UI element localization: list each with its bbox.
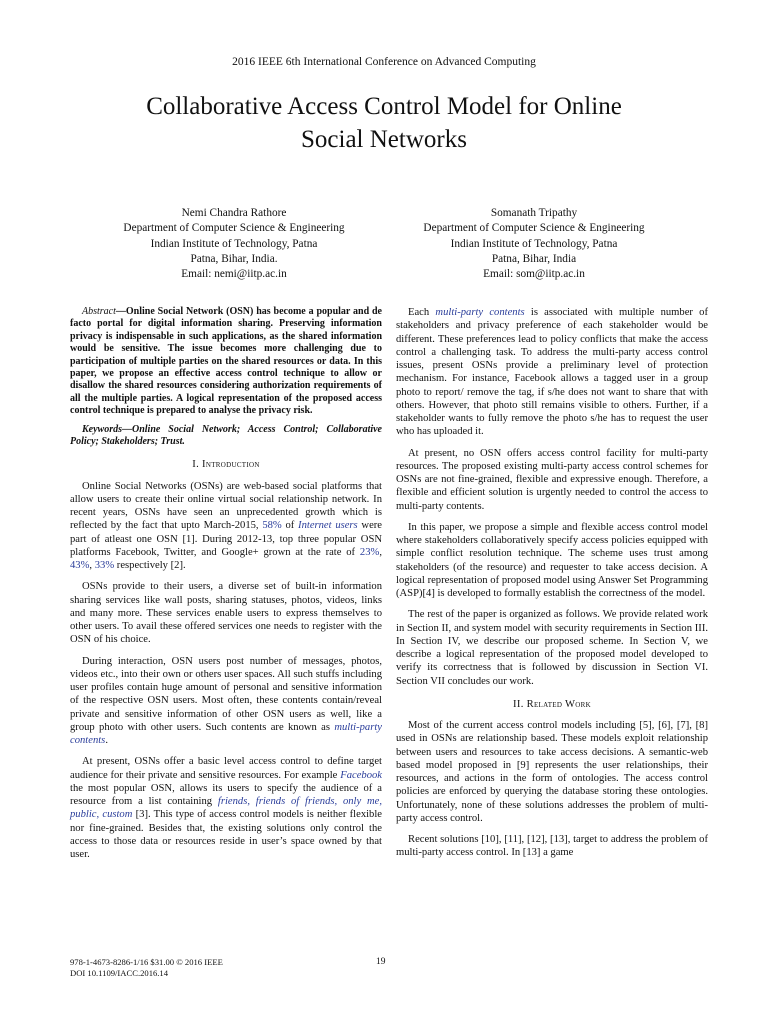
keywords: Keywords—Online Social Network; Access Control; Collaborative Policy; Stakeholders; Trust.: [70, 423, 382, 448]
title-line-2: Social Networks: [301, 126, 467, 153]
intro-paragraph-3: During interaction, OSN users post number of messages, photos, videos etc., into their own or others user spaces. All such stuffs including user profiles contain huge amount of personal and sensitive information of the respective OSN users. Most often, these contents contain/reveal private and sensitive information of other OSN users as well, like a group photo with other users. Such contents are known as multi-party contents.: [70, 655, 382, 747]
footer-isbn: 978-1-4673-8286-1/16 $31.00 © 2016 IEEE: [70, 957, 223, 967]
abstract-label: Abstract: [82, 306, 116, 317]
author-dept: Department of Computer Science & Engineering: [423, 222, 645, 235]
footer-copyright: [70, 957, 223, 979]
right-paragraph-4: The rest of the paper is organized as follows. We provide related work in Section II, and system model with security requirements in Section III. In Section IV, we describe our proposed scheme. In Section V, we describe a logical representation of the proposed model developed to verify its correctness that is followed by discussion in Section VI. Section VII concludes our work.: [396, 609, 708, 687]
right-paragraph-3: In this paper, we propose a simple and flexible access control model where stakeholders collaboratively specify access policies equipped with simple conflict resolution technique. The scheme uses trust among stakeholders (of the resource) and requester to take access decision. A logical representation of proposed model using Answer Set Programming (ASP)[4] is developed to formally establish the correctness of the model.: [396, 521, 708, 599]
author-institute: Indian Institute of Technology, Patna: [450, 237, 618, 250]
author-block-1: [84, 206, 384, 282]
left-column: [70, 306, 382, 869]
author-location: Patna, Bihar, India: [491, 252, 577, 265]
author-block-2: [384, 206, 684, 282]
abstract-text: —Online Social Network (OSN) has become a popular and de facto portal for digital information sharing. Preserving information privacy is indispensable in such applications, as the shared information would be sensitive. The issue becomes more challenging due to participation of multiple parties on the shared resources or data. In this paper, we propose an effective access control technique to allow or disallow the shared resources considering authorization requirements of all the multiple parties. A logical representation of the proposed access control technique is prepared to analyse the privacy risk.: [70, 306, 382, 417]
intro-paragraph-1: Online Social Networks (OSNs) are web-based social platforms that allow users to create their online virtual social relationship network. In recent years, OSNs have seen an unprecedented growth which is reflected by the fact that upto March-2015, 58% of Internet users were part of atleast one OSN [1]. During 2012-13, top three popular OSN platforms Facebook, Twitter, and Google+ grown at the rate of 23%, 43%, 33% respectively [2].: [70, 480, 383, 572]
author-email[interactable]: Email: nemi@iitp.ac.in: [181, 268, 287, 281]
intro-paragraph-2: OSNs provide to their users, a diverse set of built-in information sharing services like wall posts, sharing statuses, photos, videos, links and many more. These services enable users to express themselves to other users. To avail these offered services one needs to register with the OSN of his choice.: [70, 581, 382, 646]
author-location: Patna, Bihar, India.: [190, 252, 278, 265]
right-paragraph-1: Each multi-party contents is associated with multiple number of stakeholders and privacy preference of each stakeholder would be different. These preferences lead to policy conflicts that make the access control a challenging task. To address the multi-party access control issues, present OSNs provide a preliminary level of protection mechanism. For instance, Facebook allows a tagged user in a group photo to report/ remove the tag, if s/he does not want to share that with others. However, that photo still remains visible to others. Further, if a stakeholder wants to fully remove the photo s/he has to request the user who has uploaded it.: [396, 307, 708, 438]
related-paragraph-1: Most of the current access control models including [5], [6], [7], [8] used in OSNs are relationship based. These models exploit relationship between users and resources to take access decisions. A semantic-web based model proposed in [9] represents the user relationships, their resources, and actions in the form of ontologies. The access control policies are enforced by querying the database storing these ontologies. Unfortunately, none of these solutions addresses the problem of multi-party access control.: [396, 720, 708, 824]
page-number: 19: [376, 957, 386, 967]
intro-paragraph-4: At present, OSNs offer a basic level access control to define target audience for their private and sensitive resources. For example Facebook the most popular OSN, allows its users to specify the audience of a resource from a list containing friends, friends of friends, only me, public, custom [3]. This type of access control models is neither flexible nor fine-grained. Besides that, the existing solutions only control the access to those data or resources reside in user’s space owned by that user.: [70, 756, 383, 861]
section-heading-introduction: I. Introduction: [192, 459, 260, 471]
right-paragraph-2: At present, no OSN offers access control facility for multi-party resources. The proposed existing multi-party access control schemes for OSNs are not fine-grained, flexible and expressive enough. Therefore, a flexible and efficient solution is urgently needed to control the access to multi-party contents.: [396, 447, 708, 512]
related-paragraph-2: Recent solutions [10], [11], [12], [13], target to address the problem of multi-party access control. In [13] a game: [396, 834, 708, 859]
author-institute: Indian Institute of Technology, Patna: [150, 237, 318, 250]
title-line-1: Collaborative Access Control Model for Online: [146, 93, 622, 120]
author-email[interactable]: Email: som@iitp.ac.in: [483, 268, 585, 281]
section-heading-related-work: II. Related Work: [513, 698, 591, 710]
paper-title: [60, 90, 708, 156]
footer-doi[interactable]: DOI 10.1109/IACC.2016.14: [70, 968, 169, 978]
author-name: Somanath Tripathy: [490, 207, 578, 219]
author-name: Nemi Chandra Rathore: [181, 207, 287, 219]
abstract: [70, 306, 382, 418]
author-dept: Department of Computer Science & Engineering: [123, 222, 345, 235]
conference-header: 2016 IEEE 6th International Conference on Advanced Computing: [232, 56, 536, 68]
right-column: [396, 306, 708, 868]
